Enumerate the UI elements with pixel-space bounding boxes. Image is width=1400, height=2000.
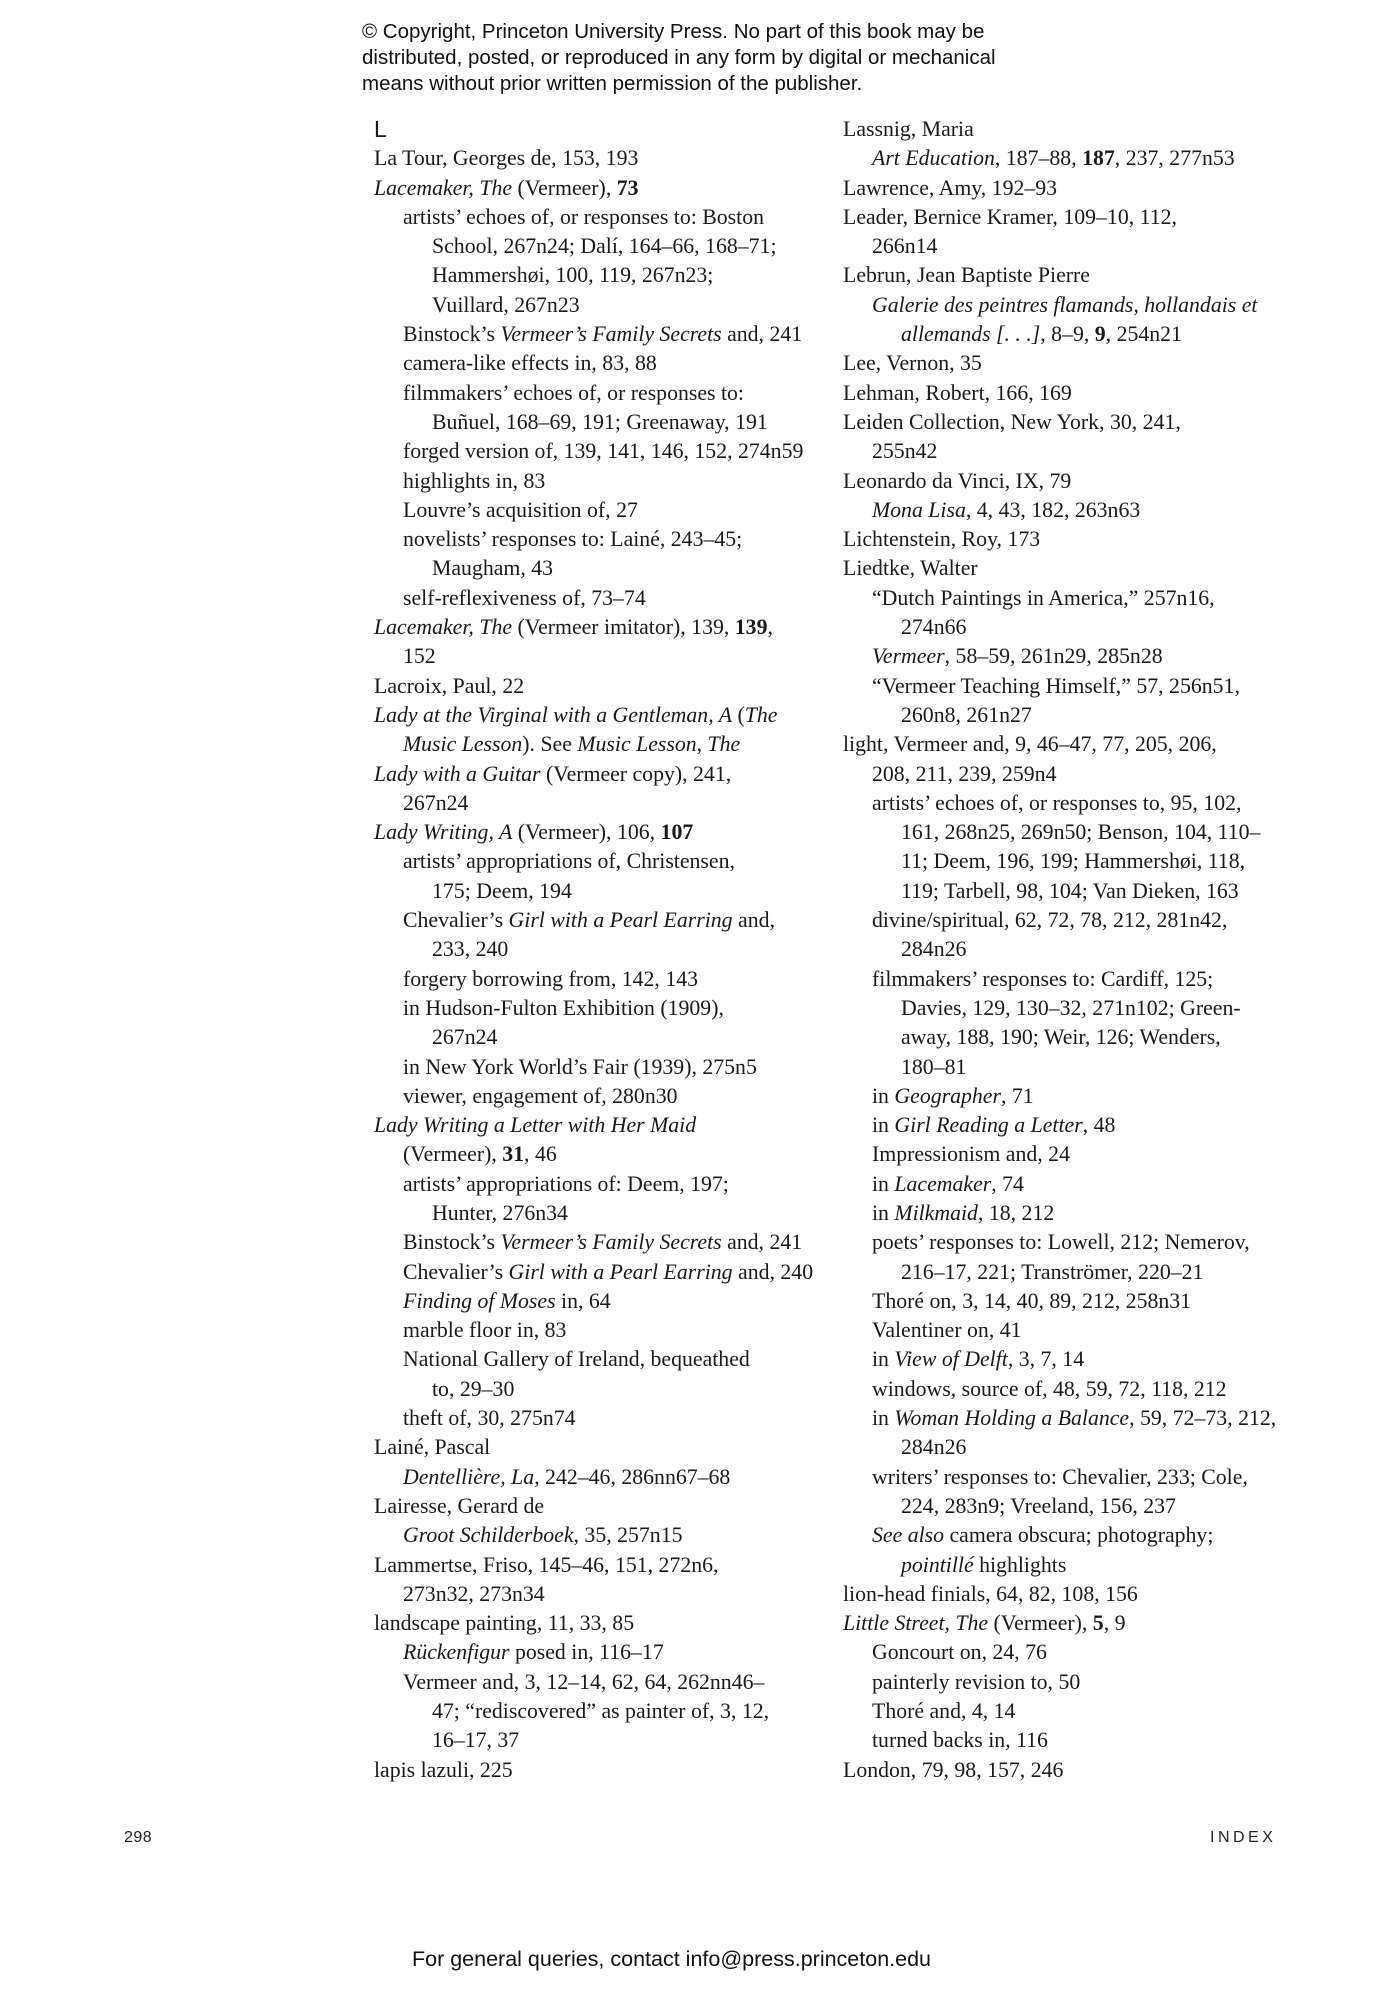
index-entry-line: Maugham, 43 (432, 556, 554, 581)
index-entry-line: 16–17, 37 (432, 1728, 520, 1753)
index-entry-line: in View of Delft, 3, 7, 14 (872, 1347, 1085, 1372)
index-entry-line: Leader, Bernice Kramer, 109–10, 112, (843, 204, 1177, 229)
index-entry-line: 273n32, 273n34 (403, 1581, 545, 1606)
index-entry-line: Chevalier’s Girl with a Pearl Earring and, (403, 908, 775, 933)
index-entry-line: 152 (403, 644, 436, 669)
index-entry-line: Lady Writing, A (Vermeer), 106, 107 (374, 820, 694, 845)
index-entry-line: in Hudson-Fulton Exhibition (1909), (403, 995, 724, 1020)
copyright-line: means without prior written permission of the publisher. (362, 72, 863, 95)
index-entry-line: 216–17, 221; Tranströmer, 220–21 (901, 1259, 1204, 1284)
index-entry-line: “Vermeer Teaching Himself,” 57, 256n51, (872, 673, 1240, 698)
index-entry-line: 284n26 (901, 1435, 967, 1460)
index-entry-line: Lacroix, Paul, 22 (374, 673, 525, 698)
index-entry-line: viewer, engagement of, 280n30 (403, 1083, 678, 1108)
index-entry-line: marble floor in, 83 (403, 1318, 567, 1343)
index-entry-line: See also camera obscura; photography; (872, 1523, 1214, 1548)
index-entry-line: self-reflexiveness of, 73–74 (403, 585, 646, 610)
index-entry-line: 284n26 (901, 937, 967, 962)
index-entry-line: lapis lazuli, 225 (374, 1757, 513, 1782)
index-entry-line: Lady with a Guitar (Vermeer copy), 241, (374, 761, 732, 786)
index-entry-line: Louvre’s acquisition of, 27 (403, 497, 638, 522)
index-entries-right (843, 115, 1293, 1785)
index-entry-line: Chevalier’s Girl with a Pearl Earring and, 240 (403, 1259, 814, 1284)
index-entry-line: Galerie des peintres flamands, hollandais et (872, 292, 1258, 317)
index-entry-line: Vuillard, 267n23 (432, 292, 580, 317)
index-entry-line: Art Education, 187–88, 187, 237, 277n53 (872, 146, 1235, 171)
index-entry-line: Lebrun, Jean Baptiste Pierre (843, 263, 1090, 288)
index-entry-line: (Vermeer), 31, 46 (403, 1142, 557, 1167)
index-entry-line: in Lacemaker, 74 (872, 1171, 1024, 1196)
index-entry-line: artists’ echoes of, or responses to: Boston (403, 204, 764, 229)
index-entry-line: 47; “rediscovered” as painter of, 3, 12, (432, 1699, 770, 1724)
copyright-line: distributed, posted, or reproduced in any form by digital or mechanical (362, 46, 996, 69)
index-entry-line: Lacemaker, The (Vermeer imitator), 139, 139, (374, 615, 773, 640)
index-entry-line: artists’ appropriations of: Deem, 197; (403, 1171, 729, 1196)
index-entry-line: Vermeer and, 3, 12–14, 62, 64, 262nn46– (403, 1669, 765, 1694)
index-entry-line: Valentiner on, 41 (872, 1318, 1022, 1343)
index-entry-line: 267n24 (432, 1025, 498, 1050)
index-entry-line: Buñuel, 168–69, 191; Greenaway, 191 (432, 409, 768, 434)
index-entry-line: Hunter, 276n34 (432, 1200, 568, 1225)
index-entry-line: windows, source of, 48, 59, 72, 118, 212 (872, 1376, 1227, 1401)
index-entry-line: allemands [. . .], 8–9, 9, 254n21 (901, 322, 1182, 347)
index-entry-line: Impressionism and, 24 (872, 1142, 1070, 1167)
index-entry-line: Goncourt on, 24, 76 (872, 1640, 1047, 1665)
index-entry-line: pointillé highlights (901, 1552, 1067, 1577)
index-entry-line: Lady at the Virginal with a Gentleman, A (The (374, 702, 778, 727)
index-entry-line: Finding of Moses in, 64 (403, 1288, 611, 1313)
index-entry-line: poets’ responses to: Lowell, 212; Nemerov, (872, 1230, 1250, 1255)
index-entry-line: Lassnig, Maria (843, 117, 974, 141)
index-entry-line: Little Street, The (Vermeer), 5, 9 (843, 1611, 1126, 1636)
index-entry-line: landscape painting, 11, 33, 85 (374, 1611, 635, 1636)
index-entry-line: theft of, 30, 275n74 (403, 1406, 576, 1431)
index-entry-line: Groot Schilderboek, 35, 257n15 (403, 1523, 683, 1548)
index-entry-line: 233, 240 (432, 937, 509, 962)
page-number: 298 (124, 1829, 153, 1846)
index-entry-line: Rückenfigur posed in, 116–17 (403, 1640, 664, 1665)
index-entry-line: filmmakers’ echoes of, or responses to: (403, 380, 744, 405)
index-entry-line: Dentellière, La, 242–46, 286nn67–68 (403, 1464, 731, 1489)
index-entry-line: School, 267n24; Dalí, 164–66, 168–71; (432, 234, 777, 259)
index-entry-line: in Girl Reading a Letter, 48 (872, 1113, 1116, 1138)
contact-footer: For general queries, contact info@press.princeton.edu (412, 1947, 932, 1971)
index-entries-left (374, 144, 824, 1785)
index-entry-line: Liedtke, Walter (843, 556, 978, 581)
index-entry-line: 11; Deem, 196, 199; Hammershøi, 118, (901, 849, 1246, 874)
index-entry-line: Binstock’s Vermeer’s Family Secrets and, 241 (403, 1230, 803, 1255)
index-entry-line: Davies, 129, 130–32, 271n102; Green- (901, 995, 1241, 1020)
index-entry-line: Mona Lisa, 4, 43, 182, 263n63 (872, 497, 1141, 522)
index-entry-line: in New York World’s Fair (1939), 275n5 (403, 1054, 757, 1079)
index-entry-line: painterly revision to, 50 (872, 1669, 1081, 1694)
index-entry-line: writers’ responses to: Chevalier, 233; Cole, (872, 1464, 1248, 1489)
index-column-left (374, 115, 824, 1785)
index-entry-line: 119; Tarbell, 98, 104; Van Dieken, 163 (901, 878, 1239, 903)
index-entry-line: turned backs in, 116 (872, 1728, 1048, 1753)
index-entry-line: novelists’ responses to: Lainé, 243–45; (403, 527, 743, 552)
index-entry-line: lion-head finials, 64, 82, 108, 156 (843, 1581, 1138, 1606)
copyright-line: © Copyright, Princeton University Press. No part of this book may be (362, 20, 985, 43)
index-entry-line: Thoré and, 4, 14 (872, 1699, 1016, 1724)
index-column-right (843, 115, 1293, 1785)
index-entry-line: 208, 211, 239, 259n4 (872, 761, 1057, 786)
index-entry-line: 175; Deem, 194 (432, 878, 572, 903)
index-entry-line: to, 29–30 (432, 1376, 515, 1401)
index-entry-line: 180–81 (901, 1054, 967, 1079)
index-entry-line: camera-like effects in, 83, 88 (403, 351, 657, 376)
index-entry-line: 161, 268n25, 269n50; Benson, 104, 110– (901, 820, 1261, 845)
index-entry-line: Music Lesson). See Music Lesson, The (403, 732, 741, 757)
index-entry-line: forgery borrowing from, 142, 143 (403, 966, 699, 991)
index-entry-line: artists’ appropriations of, Christensen, (403, 849, 735, 874)
index-entry-line: Leiden Collection, New York, 30, 241, (843, 409, 1181, 434)
index-entry-line: highlights in, 83 (403, 468, 546, 493)
index-entry-line: in Woman Holding a Balance, 59, 72–73, 212, (872, 1406, 1277, 1431)
section-letter: L (374, 116, 387, 142)
index-entry-line: Lehman, Robert, 166, 169 (843, 380, 1072, 405)
index-entry-line: Binstock’s Vermeer’s Family Secrets and, 241 (403, 322, 803, 347)
copyright-notice (362, 19, 1082, 97)
index-entry-line: National Gallery of Ireland, bequeathed (403, 1347, 750, 1372)
index-entry-line: Lairesse, Gerard de (374, 1493, 545, 1518)
index-entry-line: 255n42 (872, 439, 938, 464)
index-entry-line: in Geographer, 71 (872, 1083, 1034, 1108)
index-entry-line: away, 188, 190; Weir, 126; Wenders, (901, 1025, 1221, 1050)
index-entry-line: La Tour, Georges de, 153, 193 (374, 146, 639, 171)
index-entry-line: Lammertse, Friso, 145–46, 151, 272n6, (374, 1552, 719, 1577)
index-entry-line: 267n24 (403, 790, 469, 815)
index-entry-line: Lawrence, Amy, 192–93 (843, 175, 1058, 200)
index-entry-line: divine/spiritual, 62, 72, 78, 212, 281n42, (872, 908, 1228, 933)
index-entry-line: Vermeer, 58–59, 261n29, 285n28 (872, 644, 1163, 669)
index-entry-line: light, Vermeer and, 9, 46–47, 77, 205, 206, (843, 732, 1217, 757)
index-entry-line: Lady Writing a Letter with Her Maid (374, 1113, 697, 1138)
index-entry-line: Hammershøi, 100, 119, 267n23; (432, 263, 714, 288)
index-entry-line: in Milkmaid, 18, 212 (872, 1200, 1055, 1225)
index-entry-line: forged version of, 139, 141, 146, 152, 274n59 (403, 439, 804, 464)
index-entry-line: 260n8, 261n27 (901, 702, 1032, 727)
index-entry-line: Lee, Vernon, 35 (843, 351, 982, 376)
index-entry-line: Leonardo da Vinci, IX, 79 (843, 468, 1072, 493)
index-entry-line: Thoré on, 3, 14, 40, 89, 212, 258n31 (872, 1288, 1192, 1313)
index-entry-line: Lacemaker, The (Vermeer), 73 (374, 175, 639, 200)
index-entry-line: 224, 283n9; Vreeland, 156, 237 (901, 1493, 1176, 1518)
index-entry-line: artists’ echoes of, or responses to, 95, 102, (872, 790, 1242, 815)
index-entry-line: filmmakers’ responses to: Cardiff, 125; (872, 966, 1214, 991)
index-entry-line: 266n14 (872, 234, 938, 259)
index-entry-line: Lainé, Pascal (374, 1435, 491, 1460)
index-entry-line: “Dutch Paintings in America,” 257n16, (872, 585, 1215, 610)
index-entry-line: 274n66 (901, 615, 967, 640)
index-entry-line: Lichtenstein, Roy, 173 (843, 527, 1041, 552)
index-entry-line: London, 79, 98, 157, 246 (843, 1757, 1064, 1782)
running-footer-section: INDEX (1210, 1829, 1277, 1846)
